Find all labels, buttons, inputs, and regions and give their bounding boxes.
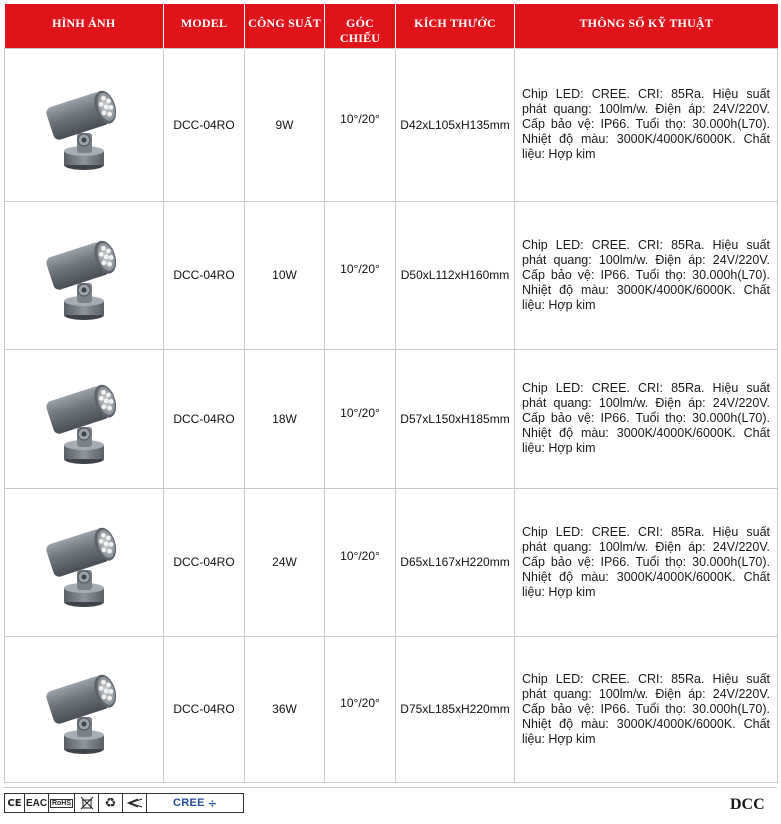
- angle-value: 10°/20°: [340, 549, 380, 563]
- cree-badge: [147, 794, 243, 812]
- power-value: 18W: [272, 411, 297, 426]
- spotlight-product-image: [44, 514, 124, 610]
- product-image-cell: [5, 349, 164, 488]
- spec-text: Chip LED: CREE. CRI: 85Ra. Hiệu suất phát quang: 100lm/w. Điện áp: 24V/220V. Cấp bảo vệ: IP66. Tuổi thọ: 30.000h(L70). Nhiệt độ màu: 3000K/4000K/6000K. Chất liệu: Hợp kim: [522, 381, 770, 455]
- size-cell: [396, 201, 515, 349]
- angle-value: 10°/20°: [340, 262, 380, 276]
- model-value: DCC-04RO: [173, 117, 235, 132]
- eac-mark-icon: EAC: [25, 794, 49, 812]
- power-value: 10W: [272, 268, 297, 282]
- size-value: D42xL105xH135mm: [400, 117, 510, 132]
- spotlight-product-image: [44, 77, 124, 173]
- angle-value: 10°/20°: [340, 111, 380, 126]
- model-value: DCC-04RO: [173, 702, 235, 716]
- spec-cell: [515, 48, 778, 201]
- dcc-logo: [730, 794, 776, 812]
- size-cell: [396, 488, 515, 636]
- ce-mark-icon: CE: [5, 794, 25, 812]
- angle-value: 10°/20°: [340, 696, 380, 710]
- weee-bin-icon: [75, 794, 99, 812]
- model-cell: [164, 349, 245, 488]
- svg-text:DCC: DCC: [730, 796, 765, 812]
- rohs-mark-icon: RoHS: [49, 794, 75, 812]
- product-image-cell: [5, 488, 164, 636]
- angle-cell: [325, 48, 396, 201]
- size-cell: [396, 349, 515, 488]
- table-row: [5, 636, 778, 782]
- power-cell: [245, 349, 325, 488]
- spec-text: Chip LED: CREE. CRI: 85Ra. Hiệu suất phát quang: 100lm/w. Điện áp: 24V/220V. Cấp bảo vệ: IP66. Tuổi thọ: 30.000h(L70). Nhiệt độ màu: 3000K/4000K/6000K. Chất liệu: Hợp kim: [522, 87, 770, 161]
- size-value: D75xL185xH220mm: [400, 702, 510, 716]
- spec-cell: [515, 488, 778, 636]
- spec-cell: [515, 201, 778, 349]
- spec-cell: [515, 349, 778, 488]
- table-row: [5, 48, 778, 201]
- spec-text: Chip LED: CREE. CRI: 85Ra. Hiệu suất phát quang: 100lm/w. Điện áp: 24V/220V. Cấp bảo vệ: IP66. Tuổi thọ: 30.000h(L70). Nhiệt độ màu: 3000K/4000K/6000K. Chất liệu: Hợp kim: [522, 524, 770, 599]
- spec-cell: [515, 636, 778, 782]
- angle-cell: [325, 636, 396, 782]
- spotlight-product-image: [44, 661, 124, 757]
- product-image-cell: [5, 201, 164, 349]
- angle-cell: [325, 349, 396, 488]
- power-cell: [245, 636, 325, 782]
- power-cell: [245, 201, 325, 349]
- product-image-cell: [5, 636, 164, 782]
- table-row: [5, 488, 778, 636]
- power-cell: [245, 488, 325, 636]
- table-header-row: [5, 4, 778, 48]
- header-beam-angle: GÓC CHIẾU: [325, 4, 396, 48]
- header-specifications: THÔNG SỐ KỸ THUẬT: [515, 4, 778, 48]
- size-value: D65xL167xH220mm: [400, 555, 510, 569]
- cree-label: CREE: [173, 797, 205, 809]
- table-row: [5, 201, 778, 349]
- model-value: DCC-04RO: [173, 411, 235, 426]
- model-cell: [164, 488, 245, 636]
- size-cell: [396, 48, 515, 201]
- product-image-cell: [5, 48, 164, 201]
- product-spec-table: [4, 4, 778, 783]
- angle-cell: [325, 488, 396, 636]
- model-value: DCC-04RO: [173, 555, 235, 569]
- header-model: MODEL: [164, 4, 245, 48]
- model-cell: [164, 636, 245, 782]
- header-power: CÔNG SUẤT: [245, 4, 325, 48]
- power-value: 36W: [272, 702, 297, 716]
- power-cell: [245, 48, 325, 201]
- cree-mark-icon: ÷: [207, 796, 217, 810]
- angle-cell: [325, 201, 396, 349]
- table-row: [5, 349, 778, 488]
- spotlight-product-image: [44, 371, 124, 467]
- model-cell: [164, 201, 245, 349]
- emc-mark-icon: [123, 794, 147, 812]
- certification-strip: [4, 793, 244, 813]
- header-image: HÌNH ẢNH: [5, 4, 164, 48]
- angle-value: 10°/20°: [340, 405, 380, 420]
- footer-divider: [4, 787, 777, 788]
- size-value: D57xL150xH185mm: [400, 411, 510, 426]
- header-dimensions: KÍCH THƯỚC: [396, 4, 515, 48]
- spotlight-product-image: [44, 227, 124, 323]
- model-cell: [164, 48, 245, 201]
- model-value: DCC-04RO: [173, 268, 235, 282]
- size-value: D50xL112xH160mm: [400, 268, 510, 282]
- power-value: 24W: [272, 555, 297, 569]
- size-cell: [396, 636, 515, 782]
- power-value: 9W: [275, 117, 294, 132]
- spec-text: Chip LED: CREE. CRI: 85Ra. Hiệu suất phát quang: 100lm/w. Điện áp: 24V/220V. Cấp bảo vệ: IP66. Tuổi thọ: 30.000h(L70). Nhiệt độ màu: 3000K/4000K/6000K. Chất liệu: Hợp kim: [522, 671, 770, 746]
- spec-text: Chip LED: CREE. CRI: 85Ra. Hiệu suất phát quang: 100lm/w. Điện áp: 24V/220V. Cấp bảo vệ: IP66. Tuổi thọ: 30.000h(L70). Nhiệt độ màu: 3000K/4000K/6000K. Chất liệu: Hợp kim: [522, 237, 770, 312]
- recycle-icon: ♻: [99, 794, 123, 812]
